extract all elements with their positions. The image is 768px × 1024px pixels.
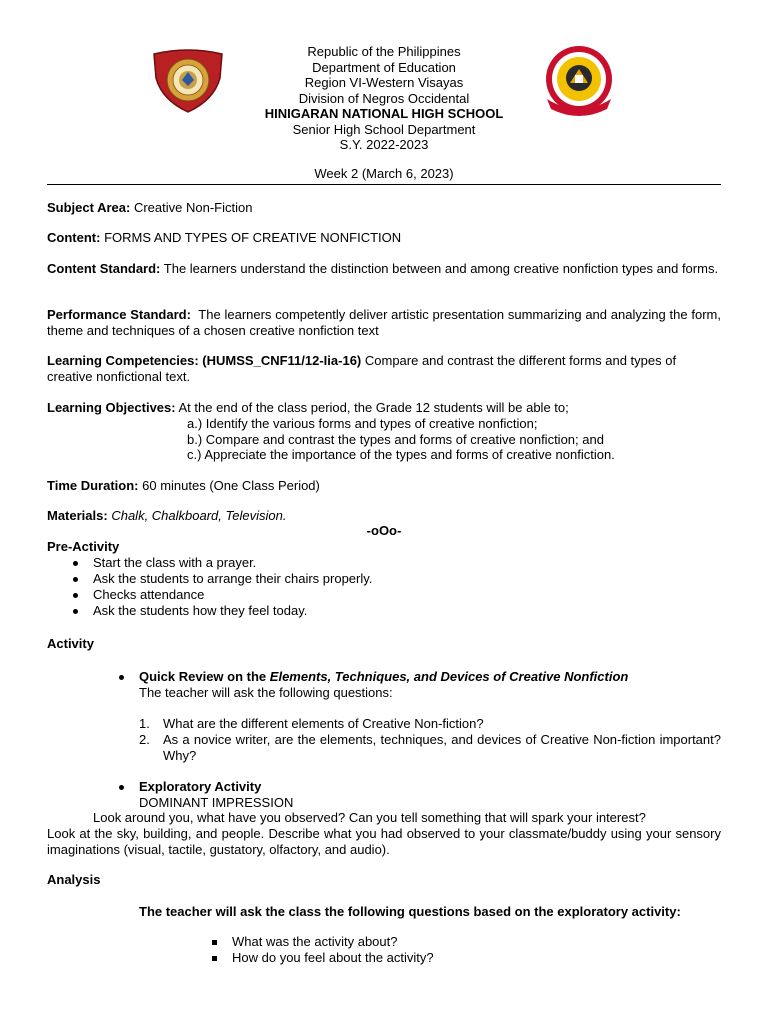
activity-title: Activity [47,636,94,651]
content [47,230,721,246]
performance-standard-label: Performance Standard: [47,307,191,322]
objectives-list [187,416,721,463]
objective-item: c.) Appreciate the importance of the types and forms of creative nonfiction. [187,447,615,462]
letterhead [0,44,768,153]
bullet-icon [73,593,78,598]
materials-label: Materials: [47,508,108,523]
school-year: S.Y. 2022-2023 [339,137,429,152]
performance-standard-value: The learners competently deliver artistic presentation summarizing and analyzing the form, theme and techniques of a chosen creative nonfiction text [47,307,721,338]
pre-activity-item: Start the class with a prayer. [93,555,257,570]
quick-review-intro: The teacher will ask the following questions: [139,685,393,700]
letterhead-line: Region VI-Western Visayas [304,75,464,90]
time-value: 60 minutes (One Class Period) [142,478,320,493]
competencies-value: Compare and contrast the different forms and types of creative nonfictional text. [47,353,677,384]
header-divider [47,184,721,185]
subject-label: Subject Area: [47,200,131,215]
letterhead-line: Division of Negros Occidental [298,90,470,106]
quick-review-heading [139,669,628,685]
time-label: Time Duration: [47,478,139,493]
content-value: FORMS AND TYPES OF CREATIVE NONFICTION [104,230,402,245]
bullet-icon [73,577,78,582]
objectives-intro: At the end of the class period, the Grade 12 students will be able to; [178,400,569,415]
content-standard-value: The learners understand the distinction between and among creative nonfiction types and forms. [163,261,719,276]
materials [47,508,721,524]
bullet-icon [119,675,124,680]
analysis-item: How do you feel about the activity? [232,950,434,965]
square-bullet-icon [212,956,217,961]
bullet-icon [119,785,124,790]
analysis-title: Analysis [47,872,101,887]
square-bullet-icon [212,940,217,945]
analysis-item: What was the activity about? [232,934,398,949]
pre-activity-item: Ask the students to arrange their chairs properly. [93,571,373,586]
letterhead-line: Republic of the Philippines [307,44,461,59]
question-item: As a novice writer, are the elements, techniques, and devices of Creative Non-fiction important? Why? [163,732,721,763]
exploratory-text-rest: Look at the sky, building, and people. Describe what you had observed to your classmate/buddy using your sensory imaginations (visual, tactile, gustatory, olfactory, and audio). [47,826,721,857]
exploratory-title: Exploratory Activity [139,779,262,794]
exploratory-subtitle: DOMINANT IMPRESSION [139,795,294,810]
pre-activity-title: Pre-Activity [47,539,120,554]
exploratory-text-first: Look around you, what have you observed? Can you tell something that will spark your interest? [93,810,646,825]
materials-value: Chalk, Chalkboard, Television. [111,508,287,523]
question-number: 1. [139,716,150,731]
quick-review-prefix: Quick Review on the [139,669,267,684]
objective-item: b.) Compare and contrast the types and forms of creative nonfiction; and [187,431,604,447]
content-label: Content: [47,230,101,245]
pre-activity-item: Checks attendance [93,587,205,602]
school-name: HINIGARAN NATIONAL HIGH SCHOOL [264,106,504,121]
bullet-icon [73,561,78,566]
department-name: Senior High School Department [292,121,476,137]
week-label: Week 2 (March 6, 2023) [314,166,454,181]
subject-area [47,200,721,216]
content-standard-label: Content Standard: [47,261,161,276]
exploratory-text [47,810,721,858]
competencies-label: Learning Competencies: (HUMSS_CNF11/12-Iia-16) [47,353,362,368]
content-standard [47,261,721,277]
bullet-icon [73,609,78,614]
performance-standard [47,307,721,338]
question-number: 2. [139,732,150,747]
question-item: What are the different elements of Creative Non-fiction? [163,716,484,731]
letterhead-line: Department of Education [312,59,456,75]
learning-objectives [47,400,721,416]
analysis-intro: The teacher will ask the class the following questions based on the exploratory activity: [139,904,681,919]
quick-review-topic: Elements, Techniques, and Devices of Creative Nonfiction [269,669,629,684]
learning-competencies [47,353,721,384]
objective-item: a.) Identify the various forms and types of creative nonfiction; [187,416,538,431]
subject-value: Creative Non-Fiction [133,200,253,215]
pre-activity-item: Ask the students how they feel today. [93,603,308,618]
time-duration [47,478,721,494]
objectives-label: Learning Objectives: [47,400,176,415]
section-separator: -oOo- [366,523,402,538]
